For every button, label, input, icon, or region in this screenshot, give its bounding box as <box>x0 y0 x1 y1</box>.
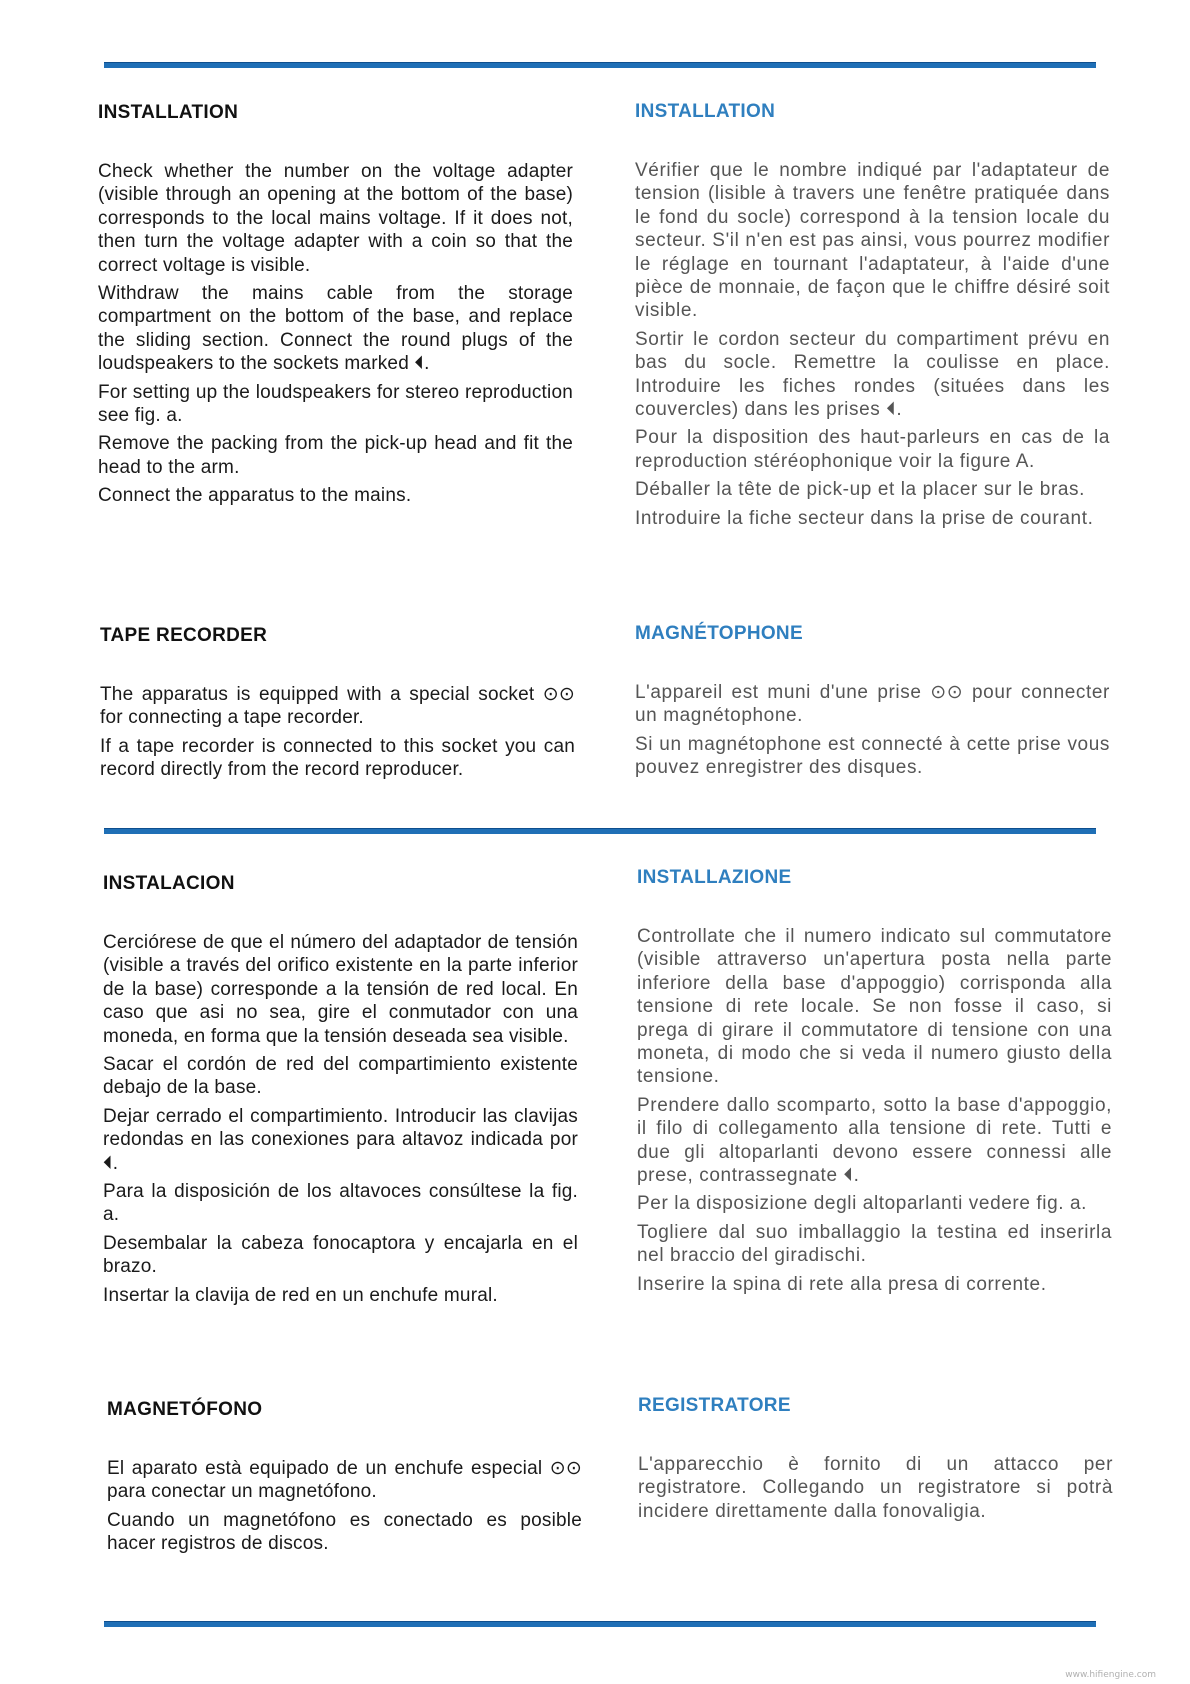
installazione-italian-section <box>637 866 1112 1301</box>
paragraph: Sortir le cordon secteur du compartiment prévu en bas du socle. Remettre la coulisse en place. Introduire les fiches rondes (situées dans les couvercles) dans les prises ⏴. <box>635 328 1110 421</box>
paragraph: Introduire la fiche secteur dans la prise de courant. <box>635 507 1094 529</box>
paragraph: Cuando un magnetófono es conectado es posible hacer registros de discos. <box>107 1509 582 1555</box>
magnetofono-spanish-section <box>107 1398 582 1561</box>
installation-english-section <box>98 101 573 513</box>
paragraph: Para la disposición de los altavoces consúltese la fig. a. <box>103 1181 578 1226</box>
section-heading: REGISTRATORE <box>638 1395 791 1416</box>
section-heading: INSTALACION <box>103 873 235 894</box>
paragraph: Connect the apparatus to the mains. <box>98 485 412 507</box>
magnetophone-french-section <box>635 622 1110 785</box>
paragraph: L'apparecchio è fornito di un attacco per registratore. Collegando un registratore si potrà incidere direttamente dalla fonovaligia. <box>638 1454 1113 1522</box>
paragraph: Insertar la clavija de red en un enchufe mural. <box>103 1284 498 1306</box>
instalacion-spanish-section <box>103 872 578 1312</box>
paragraph: If a tape recorder is connected to this socket you can record directly from the record reproducer. <box>100 735 575 781</box>
paragraph: For setting up the loudspeakers for stereo reproduction see fig. a. <box>98 381 573 427</box>
bottom-divider <box>104 1621 1096 1627</box>
paragraph: Si un magnétophone est connecté à cette prise vous pouvez enregistrer des disques. <box>635 733 1110 779</box>
top-divider <box>104 62 1096 68</box>
paragraph: Togliere dal suo imballaggio la testina ed inserirla nel braccio del giradischi. <box>637 1221 1112 1267</box>
source-watermark: www.hifiengine.com <box>1065 1670 1156 1680</box>
installation-french-section <box>635 100 1110 535</box>
middle-divider <box>104 828 1096 834</box>
paragraph: Check whether the number on the voltage adapter (visible through an opening at the bottom of the base) corresponds to the local mains voltage. If it does not, then turn the voltage adapter with a coin so that the correct voltage is visible. <box>98 161 573 276</box>
section-heading: MAGNETÓFONO <box>107 1399 263 1420</box>
paragraph: Déballer la tête de pick-up et la placer sur le bras. <box>635 479 1086 501</box>
paragraph: Remove the packing from the pick-up head and fit the head to the arm. <box>98 433 573 478</box>
paragraph: Desembalar la cabeza fonocaptora y encajarla en el brazo. <box>103 1232 578 1278</box>
section-heading: INSTALLAZIONE <box>637 867 792 888</box>
paragraph: Vérifier que le nombre indiqué par l'adaptateur de tension (lisible à travers une fenêtre pratiquée dans le fond du socle) correspond à la tension locale du secteur. S'il n'en est pas ainsi, vous pourrez modifier le réglage en tournant l'adaptateur, à l'aide d'une pièce de monnaie, de façon que le chiffre désiré soit visible. <box>635 160 1110 322</box>
paragraph: Prendere dallo scomparto, sotto la base d'appoggio, il filo di collegamento alla tensione di rete. Tutti e due gli altoparlanti devono essere connessi alle prese, contrassegnate ⏴. <box>637 1094 1112 1187</box>
section-heading: TAPE RECORDER <box>100 625 268 646</box>
tape-recorder-english-section <box>100 624 575 787</box>
paragraph: Cerciórese de que el número del adaptador de tensión (visible a través del orifico existente en la parte inferior de la base) corresponde a la tensión de red local. En caso que asi no sea, gire el conmutador con una moneda, en forma que la tensión deseada sea visible. <box>103 932 578 1047</box>
paragraph: Withdraw the mains cable from the storage compartment on the bottom of the base, and replace the sliding section. Connect the round plugs of the loudspeakers to the sockets marked ⏴. <box>98 283 573 375</box>
paragraph: L'appareil est muni d'une prise ⊙⊙ pour connecter un magnétophone. <box>635 682 1110 727</box>
section-heading: MAGNÉTOPHONE <box>635 623 803 644</box>
section-heading: INSTALLATION <box>635 101 776 122</box>
paragraph: Per la disposizione degli altoparlanti vedere fig. a. <box>637 1193 1088 1215</box>
paragraph: Pour la disposition des haut-parleurs en cas de la reproduction stéréophonique voir la figure A. <box>635 427 1110 472</box>
paragraph: Sacar el cordón de red del compartimiento existente debajo de la base. <box>103 1054 578 1099</box>
paragraph: Inserire la spina di rete alla presa di corrente. <box>637 1273 1047 1295</box>
paragraph: Controllate che il numero indicato sul commutatore (visible attraverso un'apertura posta nella parte inferiore della base d'appoggio) corrisponda alla tensione di rete locale. Se non fosse il caso, si prega di girare il commutatore di tensione con una moneta, di modo che si veda il numero giusto della tensione. <box>637 926 1112 1088</box>
registratore-italian-section <box>638 1394 1113 1528</box>
paragraph: Dejar cerrado el compartimiento. Introducir las clavijas redondas en las conexiones para altavoz indicada por ⏴. <box>103 1105 578 1174</box>
paragraph: The apparatus is equipped with a special socket ⊙⊙ for connecting a tape recorder. <box>100 684 575 729</box>
paragraph: El aparato està equipado de un enchufe especial ⊙⊙ para conectar un magnetófono. <box>107 1458 582 1503</box>
section-heading: INSTALLATION <box>98 102 239 123</box>
